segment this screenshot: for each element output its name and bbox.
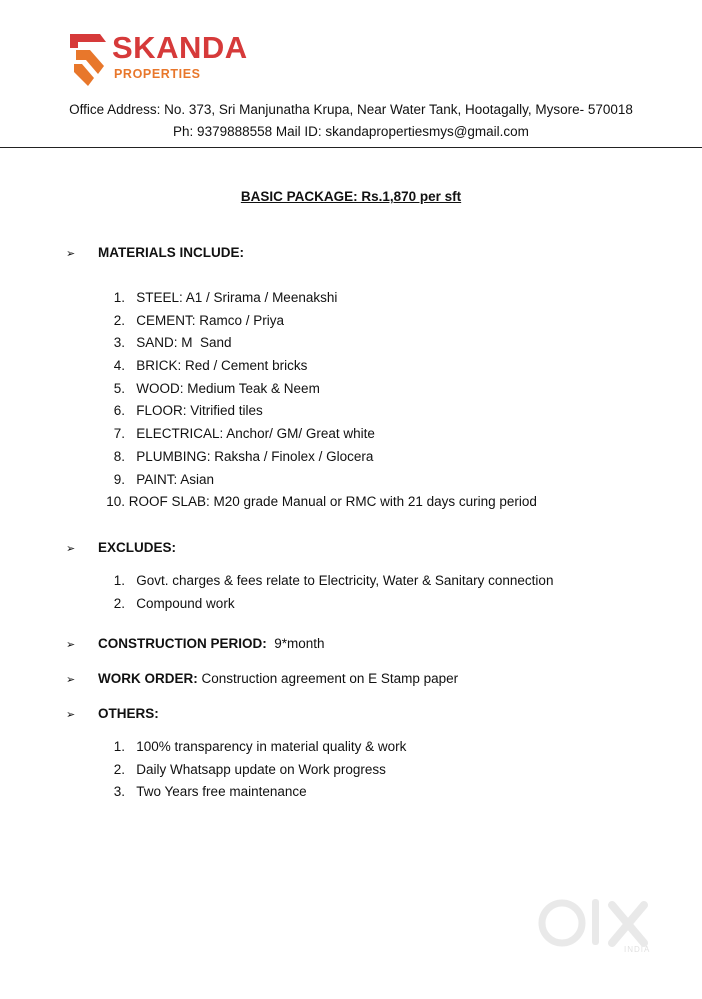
list-item: 9. PAINT: Asian: [113, 471, 215, 487]
work-order-value: Construction agreement on E Stamp paper: [201, 671, 459, 686]
office-address: Office Address: No. 373, Sri Manjunatha Krupa, Near Water Tank, Hootagally, Mysore- 570018: [69, 102, 633, 117]
list-item: 1. 100% transparency in material quality & work: [113, 739, 407, 754]
arrow-bullet-icon: ➢: [66, 543, 76, 555]
list-item: 8. PLUMBING: Raksha / Finolex / Glocera: [113, 448, 374, 464]
materials-list: [102, 287, 537, 514]
arrow-bullet-icon: ➢: [66, 709, 76, 721]
olx-watermark: [538, 893, 668, 963]
brand-tagline: PROPERTIES: [114, 67, 201, 81]
arrow-bullet-icon: ➢: [66, 674, 76, 686]
materials-heading: MATERIALS INCLUDE:: [98, 245, 244, 260]
header-divider: [0, 147, 702, 148]
section-materials-heading: [66, 245, 244, 260]
others-list: [102, 736, 406, 804]
contact-info: Ph: 9379888558 Mail ID: skandapropertiesmys@gmail.com: [173, 124, 529, 139]
list-item: 1. STEEL: A1 / Srirama / Meenakshi: [113, 290, 338, 305]
list-item: 2. Daily Whatsapp update on Work progress: [113, 761, 386, 777]
section-others-heading: [66, 706, 159, 721]
arrow-bullet-icon: ➢: [66, 639, 76, 651]
section-work-order: ➢ WORK ORDER: Construction agreement on E Stamp paper: [66, 671, 459, 686]
construction-period-value: 9*month: [274, 636, 325, 651]
section-construction-period: ➢ CONSTRUCTION PERIOD: 9*month: [66, 636, 325, 651]
skanda-logo-icon: [66, 28, 110, 90]
brand-name: SKANDA: [112, 30, 248, 65]
company-logo: [66, 28, 286, 90]
list-item: 7. ELECTRICAL: Anchor/ GM/ Great white: [113, 426, 375, 442]
package-title: BASIC PACKAGE: Rs.1,870 per sft: [240, 189, 462, 204]
section-excludes-heading: [66, 540, 176, 555]
list-item: 3. Two Years free maintenance: [113, 784, 307, 800]
list-item: 2. CEMENT: Ramco / Priya: [113, 312, 285, 328]
excludes-heading: EXCLUDES:: [98, 540, 177, 555]
list-item: 6. FLOOR: Vitrified tiles: [113, 403, 263, 419]
list-item: 1. Govt. charges & fees relate to Electricity, Water & Sanitary connection: [113, 573, 554, 588]
list-item: 2. Compound work: [113, 595, 235, 611]
list-item: 4. BRICK: Red / Cement bricks: [113, 358, 308, 374]
list-item: 5. WOOD: Medium Teak & Neem: [113, 380, 320, 396]
list-item: 3. SAND: M Sand: [113, 335, 232, 351]
list-item: 10. ROOF SLAB: M20 grade Manual or RMC with 21 days curing period: [106, 494, 537, 510]
others-heading: OTHERS:: [98, 706, 159, 721]
excludes-list: [102, 570, 553, 615]
watermark-sub: INDIA: [624, 945, 651, 954]
arrow-bullet-icon: ➢: [66, 248, 76, 260]
